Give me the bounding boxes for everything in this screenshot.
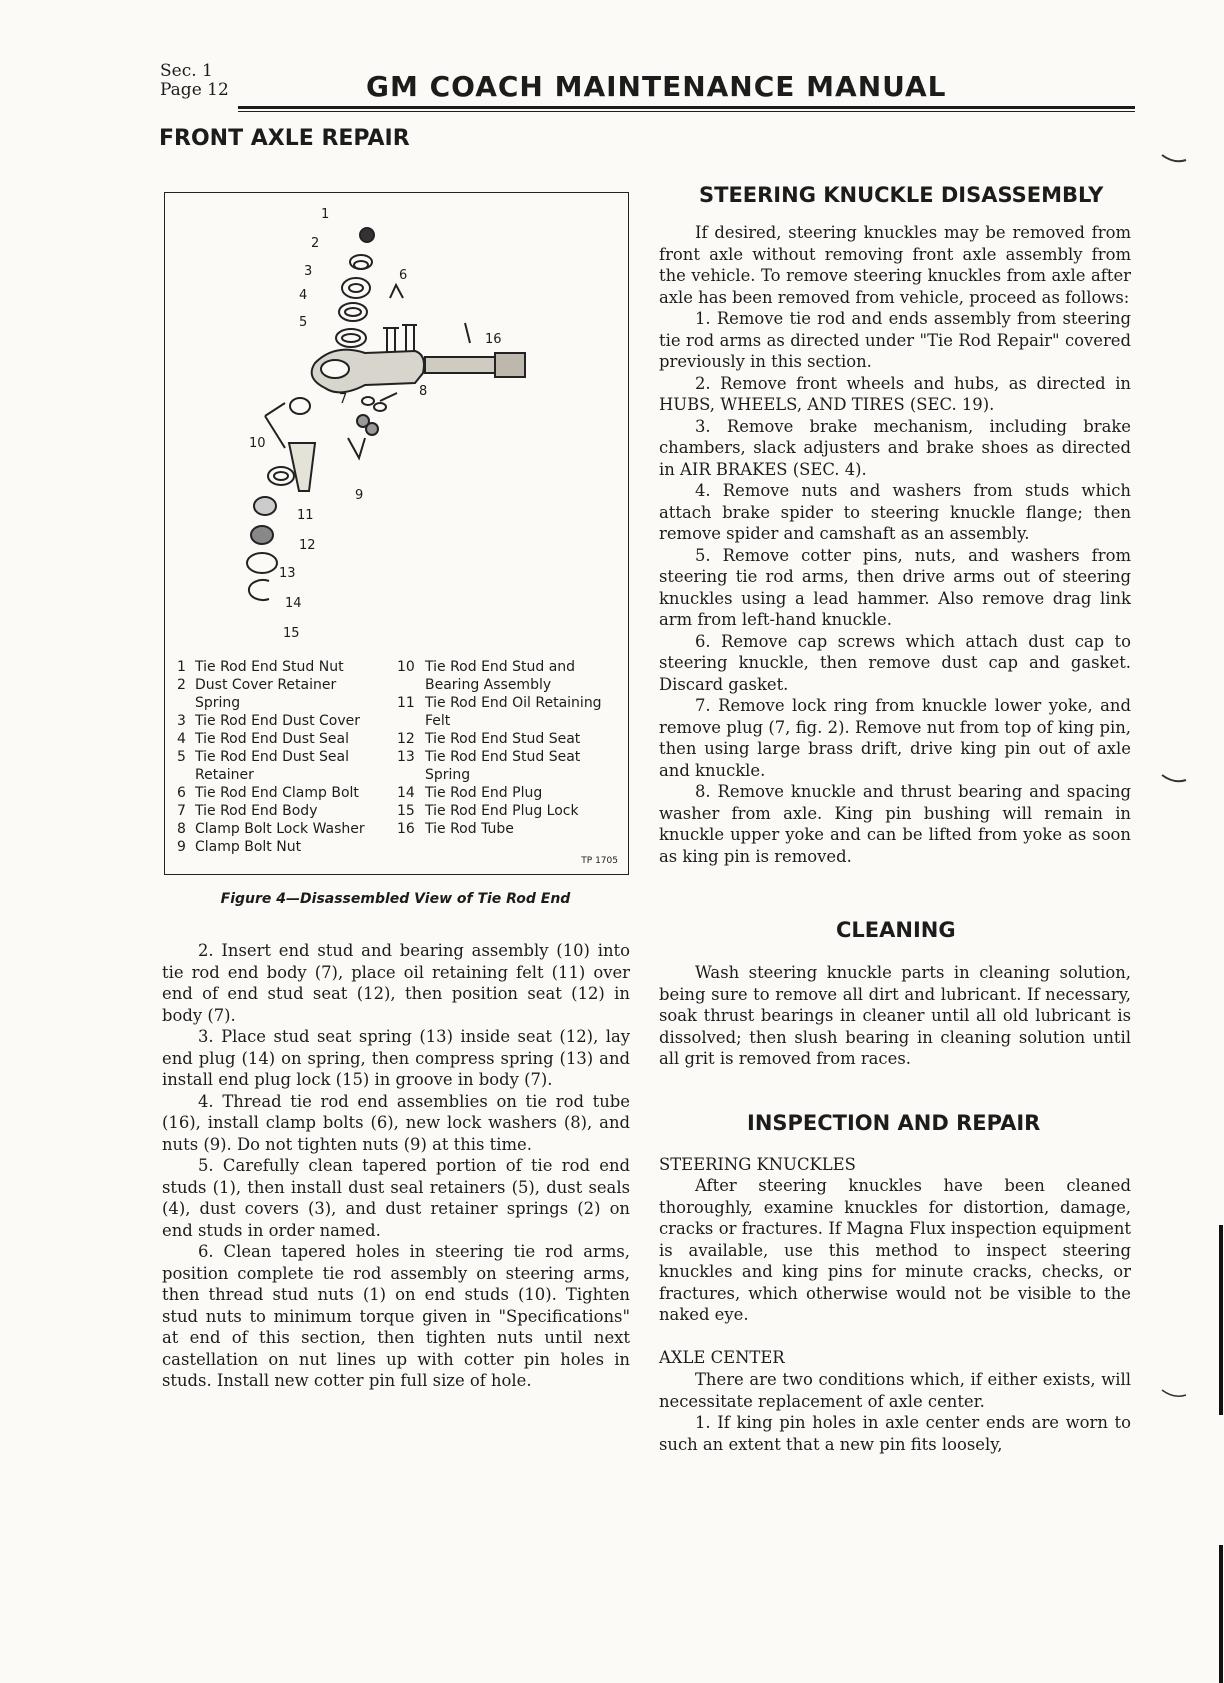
- subhead-axle-center: AXLE CENTER: [659, 1348, 785, 1367]
- callout-14: 14: [285, 596, 302, 611]
- stud-seat-part: [254, 497, 276, 515]
- end-plug-part: [247, 553, 277, 573]
- legend-item: 9 Clamp Bolt Nut: [177, 839, 302, 855]
- callout-13: 13: [279, 566, 296, 581]
- legend-item: 14 Tie Rod End Plug: [397, 785, 543, 801]
- heading-inspection-repair: INSPECTION AND REPAIR: [747, 1111, 1041, 1135]
- legend-item: 5 Tie Rod End Dust Seal Retainer: [177, 749, 349, 783]
- legend-item: 12 Tie Rod End Stud Seat: [397, 731, 581, 747]
- callout-4: 4: [299, 288, 308, 303]
- paragraph: 3. Place stud seat spring (13) inside seat (12), lay end plug (14) on spring, then compress spring (13) and install end plug lock (15) in groove in body (7).: [162, 1027, 630, 1089]
- page-title: GM COACH MAINTENANCE MANUAL: [366, 70, 947, 103]
- legend-item: 4 Tie Rod End Dust Seal: [177, 731, 349, 747]
- dust-cover-part: [342, 278, 370, 298]
- paragraph: 3. Remove brake mechanism, including brake chambers, slack adjusters and brake shoes as directed in AIR BRAKES (SEC. 4).: [659, 416, 1131, 479]
- stud-nut-part: [360, 228, 374, 242]
- figure-box: [164, 192, 629, 875]
- paragraph: Wash steering knuckle parts in cleaning solution, being sure to remove all dirt and lubricant. If necessary, soak thrust bearings in cleaner until all old lubricant is dissolved; then slush bearing in cleaning solution until all grit is removed from races.: [659, 963, 1131, 1068]
- figure-code: TP 1705: [581, 856, 618, 866]
- heading-cleaning: CLEANING: [836, 918, 956, 942]
- dust-seal-part: [339, 303, 367, 321]
- paragraph: After steering knuckles have been cleaned thoroughly, examine knuckles for distortion, damage, cracks or fractures. If Magna Flux inspection equipment is available, use this method to inspect steering knuckles and king pins for minute cracks, checks, or fractures, which otherwise would not be visible to the naked eye.: [659, 1176, 1131, 1324]
- stud-bearing-part: [290, 398, 310, 414]
- header-rule-thick: [238, 106, 1135, 109]
- paragraph: 7. Remove lock ring from knuckle lower yoke, and remove plug (7, fig. 2). Remove nut from top of king pin, then using large brass drift, drive king pin out of axle and knuckle.: [659, 696, 1131, 780]
- callout-8: 8: [419, 384, 428, 399]
- callout-15: 15: [283, 626, 300, 641]
- paragraph: There are two conditions which, if either exists, will necessitate replacement of axle center.: [659, 1370, 1131, 1411]
- paragraph: 4. Thread tie rod end assemblies on tie rod tube (16), install clamp bolts (6), new lock washers (8), and nuts (9). Do not tighten nuts (9) at this time.: [162, 1091, 630, 1154]
- disassembly-text: [659, 222, 1131, 867]
- legend-item: 11 Tie Rod End Oil Retaining Felt: [397, 695, 602, 729]
- binding-hole-mark: [1160, 770, 1190, 790]
- callout-3: 3: [304, 264, 313, 279]
- header-rule-thin: [238, 111, 1135, 112]
- section-number: Sec. 1: [160, 61, 213, 81]
- lock-washer-part: [362, 397, 374, 405]
- legend-left: [177, 658, 377, 856]
- callout-10: 10: [249, 436, 266, 451]
- page-number: Page 12: [160, 80, 229, 100]
- section-title: FRONT AXLE REPAIR: [159, 126, 410, 151]
- paragraph: 1. Remove tie rod and ends assembly from steering tie rod arms as directed under "Tie Rod Repair" covered previously in this section.: [659, 309, 1131, 371]
- axle-center-text: [659, 1369, 1131, 1455]
- figure-caption: Figure 4—Disassembled View of Tie Rod End: [220, 891, 571, 907]
- callout-9: 9: [355, 488, 364, 503]
- tie-rod-tube-part: [425, 357, 495, 373]
- seal-retainer-part: [336, 329, 366, 347]
- callout-5: 5: [299, 315, 308, 330]
- paragraph: 6. Clean tapered holes in steering tie rod arms, position complete tie rod assembly on steering arms, then thread stud nuts (1) on end studs (10). Tighten stud nuts to minimum torque given in "Specifications" at end of this section, then tighten nuts until next castellation on nut lines up with cotter pin holes in studs. Install new cotter pin full size of hole.: [162, 1242, 630, 1390]
- legend-item: 15 Tie Rod End Plug Lock: [397, 803, 579, 819]
- paragraph: 2. Insert end stud and bearing assembly (10) into tie rod end body (7), place oil retaining felt (11) over end of end stud seat (12), then position seat (12) in body (7).: [162, 941, 630, 1025]
- subhead-steering-knuckles: STEERING KNUCKLES: [659, 1155, 856, 1174]
- heading-steering-knuckle-disassembly: STEERING KNUCKLE DISASSEMBLY: [699, 183, 1104, 207]
- legend-right: [397, 658, 622, 838]
- steering-knuckles-text: [659, 1175, 1131, 1326]
- paragraph: 4. Remove nuts and washers from studs which attach brake spider to steering knuckle flange; then remove spider and camshaft as an assembly.: [659, 481, 1131, 543]
- paragraph: 2. Remove front wheels and hubs, as directed in HUBS, WHEELS, AND TIRES (SEC. 19).: [659, 373, 1131, 414]
- paragraph: 5. Remove cotter pins, nuts, and washers from steering tie rod arms, then drive arms out of steering knuckles using a lead hammer. Also remove drag link arm from left-hand knuckle.: [659, 545, 1131, 629]
- callout-16: 16: [485, 332, 502, 347]
- legend-item: 1 Tie Rod End Stud Nut: [177, 659, 344, 675]
- paragraph: 5. Carefully clean tapered portion of tie rod end studs (1), then install dust seal retainers (5), dust seals (4), dust covers (3), and dust retainer springs (2) on end studs in order named.: [162, 1156, 630, 1240]
- callout-7: 7: [339, 392, 348, 407]
- paragraph: 1. If king pin holes in axle center ends are worn to such an extent that a new pin fits loosely,: [659, 1413, 1131, 1454]
- scan-edge-mark: [1219, 1545, 1223, 1683]
- legend-item: 7 Tie Rod End Body: [177, 803, 318, 819]
- page-meta: [160, 62, 229, 100]
- legend-item: 10 Tie Rod End Stud and Bearing Assembly: [397, 659, 576, 693]
- binding-hole-mark: [1160, 1385, 1190, 1405]
- callout-2: 2: [311, 236, 320, 251]
- legend-item: 2 Dust Cover Retainer Spring: [177, 677, 337, 711]
- seat-spring-part: [251, 526, 273, 544]
- legend-item: 16 Tie Rod Tube: [397, 821, 514, 837]
- paragraph: If desired, steering knuckles may be removed from front axle without removing front axle assembly from the vehicle. To remove steering knuckles from axle after axle has been removed from vehicle, proceed as follows:: [659, 223, 1131, 307]
- legend-item: 8 Clamp Bolt Lock Washer: [177, 821, 365, 837]
- legend-item: 6 Tie Rod End Clamp Bolt: [177, 785, 359, 801]
- legend-item: 13 Tie Rod End Stud Seat Spring: [397, 749, 581, 783]
- cleaning-text: [659, 962, 1131, 1070]
- callout-11: 11: [297, 508, 314, 523]
- plug-lock-part: [249, 580, 269, 600]
- scan-edge-mark: [1219, 1225, 1223, 1415]
- paragraph: 8. Remove knuckle and thrust bearing and spacing washer from axle. King pin bushing will remain in knuckle upper yoke and can be lifted from yoke as soon as king pin is removed.: [659, 782, 1131, 866]
- callout-12: 12: [299, 538, 316, 553]
- oil-felt-part: [268, 467, 294, 485]
- legend-item: 3 Tie Rod End Dust Cover: [177, 713, 361, 729]
- callout-6: 6: [399, 268, 408, 283]
- paragraph: 6. Remove cap screws which attach dust cap to steering knuckle, then remove dust cap and gasket. Discard gasket.: [659, 631, 1131, 694]
- callout-1: 1: [321, 207, 330, 222]
- left-column-text: [162, 940, 630, 1392]
- binding-hole-mark: [1160, 150, 1190, 170]
